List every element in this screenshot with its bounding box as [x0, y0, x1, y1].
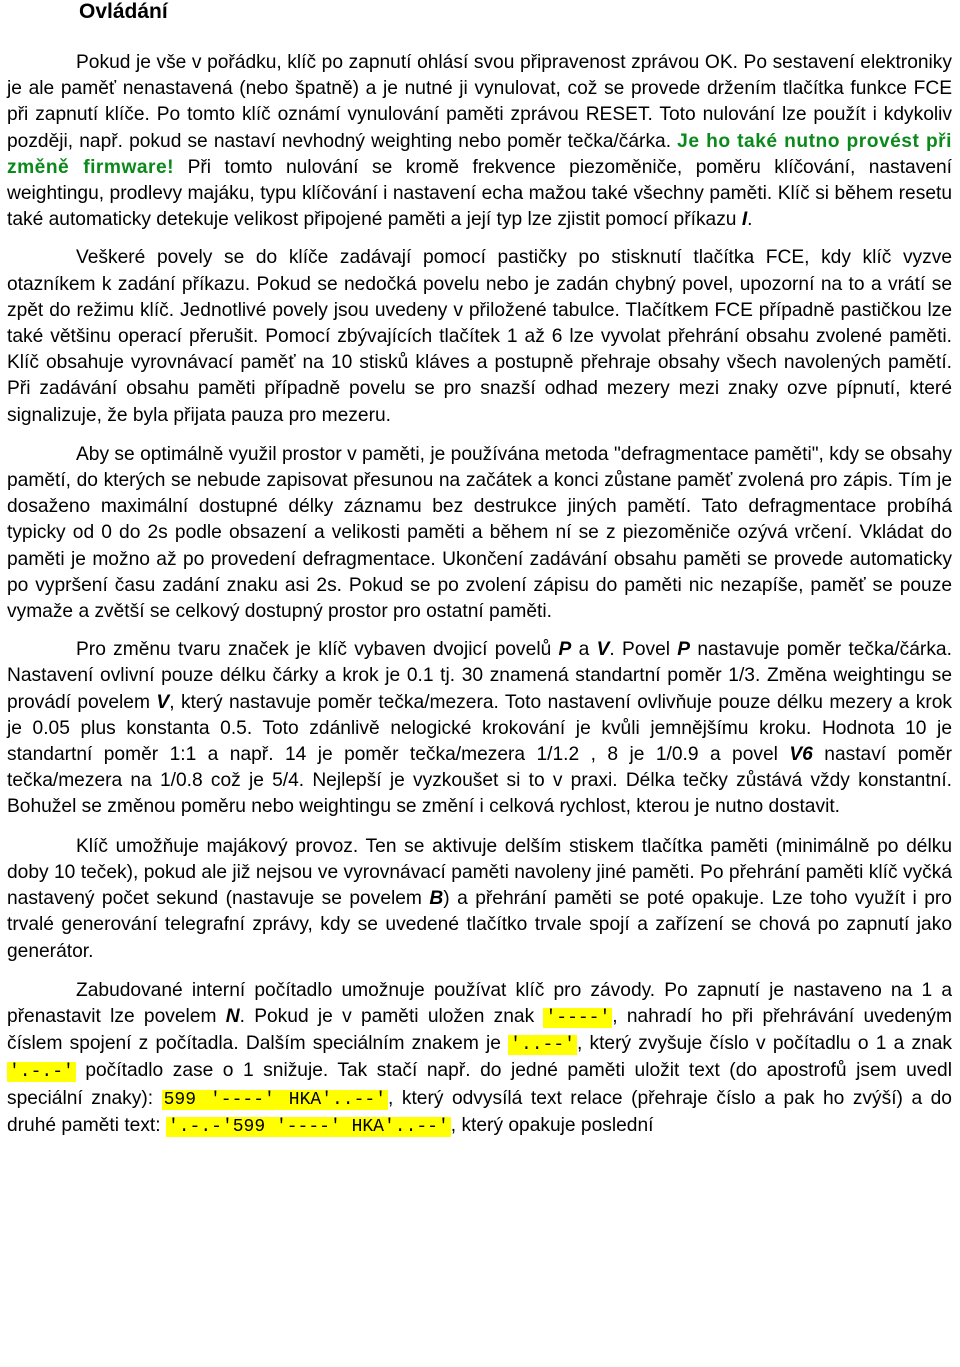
- firmware-warning: Je ho také nutno provést při změně firmware!: [7, 130, 952, 178]
- paragraph-reset: [7, 50, 952, 233]
- code-increment: '..--': [510, 1035, 575, 1056]
- counter-text-c: , nahradí ho při přehrávání uvedeným číslem spojení z počítadla. Dalším speciálním znakem je: [7, 1005, 952, 1055]
- command-p: P: [558, 639, 572, 661]
- paragraph-counter: [7, 978, 952, 1140]
- counter-text-a: Zabudované interní počítadlo umožnuje používat klíč pro závody. Po zapnutí je nastaveno na 1 a přenastavit lze povelem: [7, 979, 952, 1027]
- counter-text-e: počítadlo zase o 1 snižuje. Tak stačí např. do jedné paměti uložit text (do apostrofů jsem uvedl speciální znaky):: [7, 1060, 952, 1109]
- ratio-text-c: nastavuje poměr tečka/čárka. Nastavení ovlivní pouze délku čárky a krok je 0.1 tj. 30 znamená standartní poměr 1/3. Změna weightingu se provádí povelem: [7, 639, 952, 713]
- command-p-2: P: [677, 639, 691, 661]
- command-v-2: V: [156, 691, 170, 713]
- reset-text-end: .: [747, 209, 753, 231]
- paragraph-ratio: [7, 637, 952, 820]
- code-serial-placeholder: '----': [545, 1007, 611, 1028]
- counter-text-g: , který opakuje poslední: [450, 1114, 654, 1136]
- command-i: I: [741, 209, 748, 231]
- paragraph-beacon: [7, 834, 952, 965]
- beacon-text-a: Klíč umožňuje majákový provoz. Ten se aktivuje delším stiskem tlačítka paměti (minimálně po délku doby 10 teček), pokud ale již nejsou ve vyrovnávací paměti navoleny jiné paměti. Po přehrání paměti klíč vyčká nastavený počet sekund (nastavuje se povelem: [7, 835, 952, 910]
- code-decrement: '.-.-': [9, 1062, 74, 1083]
- ratio-text-e: nastaví poměr tečka/mezera na 1/0.8 což je 5/4. Nejlepší je vyzkoušet si to v praxi. Délka tečky zůstává vždy konstantní. Bohužel se změnou poměru nebo weightingu se změní i celková rychlost, kterou je nutno dostavit.: [7, 744, 952, 818]
- ratio-text-a: Pro změnu tvaru značek je klíč vybaven dvojicí povelů: [76, 639, 552, 661]
- command-n: N: [225, 1005, 240, 1027]
- ratio-text-d: , který nastavuje poměr tečka/mezera. Toto nastavení ovlivňuje pouze délku mezery a krok je 0.05 plus konstanta 0.5. Toto zdánlivě nelogické krokování je kvůli jemnějšímu kroku. Hodnota 10 je standartní poměr 1:1 a např. 14 je poměr tečka/mezera 1/1.2 , 8 je 1/0.9 a povel: [7, 691, 952, 766]
- section-heading: Ovládání: [79, 0, 168, 23]
- ratio-text-b: . Povel: [609, 639, 671, 661]
- ratio-and: a: [578, 639, 590, 661]
- code-example-1: 599 '----' HKA'..--': [163, 1089, 387, 1110]
- beacon-text-b: ) a přehrání paměti se poté opakuje. Lze toho využít i pro trvalé generování telegrafní zprávy, kdy se uvedené tlačítko trvale spojí a zařízení se chová po zapnutí jako generátor.: [7, 888, 952, 962]
- counter-text-f: , který odvysílá text relace (přehraje číslo a pak ho zvýší) a do druhé paměti text:: [7, 1087, 952, 1136]
- command-v6: V6: [789, 744, 813, 766]
- reset-text-a: Pokud je vše v pořádku, klíč po zapnutí ohlásí svou připravenost zprávou OK. Po sestavení elektroniky je ale paměť nenastavená (nebo špatně) a je nutné ji vynulovat, což se provede držením tlačítka funkce FCE při zapnutí klíče. Po tomto klíč oznámí vynulování paměti zprávou RESET. Toto nulování lze použít i kdykoliv později, např. pokud se nastaví nevhodný weighting nebo poměr tečka/čárka.: [7, 52, 952, 152]
- command-b: B: [429, 888, 444, 910]
- command-v: V: [596, 639, 610, 661]
- counter-text-b: . Pokud je v paměti uložen znak: [239, 1005, 535, 1027]
- paragraph-defragmentation: Aby se optimálně využil prostor v paměti, je používána metoda "defragmentace paměti", kdy se obsahy pamětí, do kterých se nebude zapisovat přesunou na začátek a konci zůstane paměť zvolená pro zápis. Tím je dosaženo maximální dostupné délky záznamu bez destrukce jiných pamětí. Tato defragmentace probíhá typicky od 0 do 2s podle obsazení a velikosti paměti a během ní se z piezoměniče ozývá vrčení. Vkládat do paměti je možno až po provedení defragmentace. Ukončení zadávání obsahu paměti se provede automaticky po vypršení času zadání znaku asi 2s. Pokud se po zvolení zápisu do paměti nic nezapíše, paměť se pouze vymaže a zvětší se celkový dostupný prostor pro ostatní paměti.: [7, 443, 952, 623]
- counter-text-d: , který zvyšuje číslo v počítadlu o 1 a znak: [576, 1033, 952, 1055]
- paragraph-commands: Veškeré povely se do klíče zadávají pomocí pastičky po stisknutí tlačítka FCE, kdy klíč vyzve otazníkem k zadání příkazu. Pokud se nedočká povelu nebo je zadán chybný povel, upozorní na to a vrátí se zpět do režimu klíč. Jednotlivé povely jsou uvedeny v přiložené tabulce. Tlačítkem FCE případně pastičkou lze také většinu operací přerušit. Pomocí zbývajících tlačítek 1 až 6 lze vyvolat přehrání obsahu zvolené paměti. Klíč obsahuje vyrovnávací paměť na 10 stisků kláves a postupně přehraje obsahy všech navolených pamětí. Při zadávání obsahu paměti případně povelu se pro snazší odhad mezery mezi znaky ozve pípnutí, které signalizuje, že byla přijata pauza pro mezeru.: [7, 247, 952, 426]
- code-example-2: '.-.-'599 '----' HKA'..--': [167, 1116, 449, 1137]
- reset-text-b: Při tomto nulování se kromě frekvence piezoměniče, poměru klíčování, nastavení weightingu, prodlevy majáku, typu klíčování i nastavení echa mažou také všechny paměti. Klíč si během resetu také automaticky detekuje velikost připojené paměti a její typ lze zjistit pomocí příkazu: [7, 156, 952, 231]
